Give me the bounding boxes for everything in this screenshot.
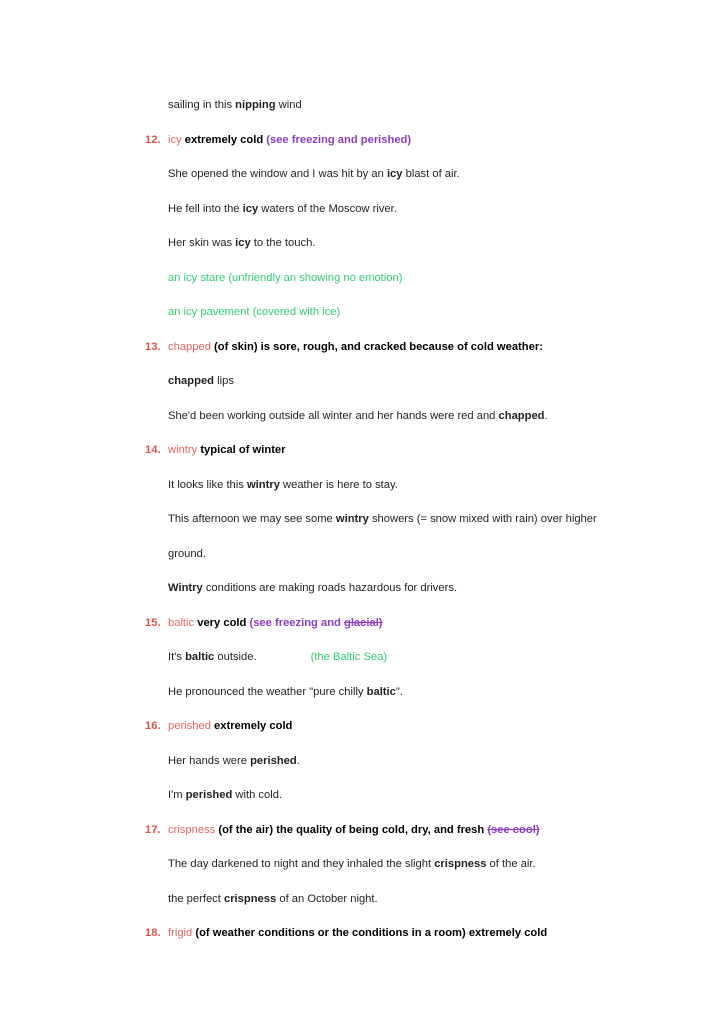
- entry-definition: very cold: [197, 616, 247, 629]
- example-text: He fell into the: [168, 202, 243, 215]
- continuation-line: [168, 88, 614, 123]
- example-text: showers (= snow mixed with rain) over higher ground.: [168, 513, 597, 560]
- example-keyword: icy: [386, 168, 403, 180]
- entry-cross-reference-struck[interactable]: (see cool): [487, 823, 540, 836]
- continuation-text-before: sailing in this: [168, 99, 236, 111]
- example-text: of an October night.: [276, 892, 378, 905]
- entry-cross-reference-struck[interactable]: glacial): [343, 616, 383, 629]
- example-sentence: [168, 157, 614, 192]
- glossary-entry-list: [145, 123, 614, 951]
- entry-headword: baltic: [168, 616, 195, 629]
- example-sentence: [168, 744, 614, 779]
- example-sentence: [168, 364, 614, 399]
- entry-headword: chapped: [168, 340, 211, 353]
- continuation-headword: nipping: [235, 99, 276, 111]
- entry-number: 13.: [145, 340, 161, 353]
- glossary-entry: [145, 123, 614, 330]
- example-keyword: icy: [242, 202, 259, 215]
- example-text: It looks like this: [168, 478, 247, 491]
- example-text: The day darkened to night and they inhaled the slight: [168, 858, 435, 870]
- example-text: I'm: [168, 789, 186, 801]
- example-text: of the air.: [486, 858, 536, 870]
- example-sentence: [168, 399, 614, 434]
- entry-number: 17.: [145, 823, 161, 836]
- example-text: blast of air.: [402, 168, 460, 180]
- entry-definition: (of weather conditions or the conditions in a room) extremely cold: [195, 927, 548, 939]
- entry-head: [145, 709, 614, 744]
- glossary-entry: [145, 433, 614, 606]
- entry-headword: icy: [168, 133, 182, 146]
- entry-head: [145, 606, 614, 641]
- example-keyword: baltic: [366, 685, 396, 698]
- example-text: He pronounced the weather "pure chilly: [168, 685, 367, 698]
- example-keyword: perished: [185, 789, 233, 801]
- entry-head: [145, 916, 614, 951]
- entry-headword: frigid: [168, 927, 193, 939]
- example-text: the perfect: [168, 892, 224, 905]
- example-keyword: wintry: [246, 478, 280, 491]
- example-sentence: [168, 640, 614, 675]
- example-text: It's: [168, 651, 186, 663]
- example-sentence: [168, 882, 614, 917]
- entry-definition: extremely cold: [214, 720, 293, 732]
- entry-definition: typical of winter: [200, 444, 286, 456]
- example-text: Her skin was: [168, 237, 236, 249]
- example-keyword: Wintry: [168, 582, 203, 594]
- example-sentence: [168, 192, 614, 227]
- example-text: .: [544, 409, 548, 422]
- example-text: ".: [395, 685, 403, 698]
- example-sentence: [168, 502, 614, 571]
- collocation-line: [168, 295, 614, 330]
- entry-definition: (of the air) the quality of being cold, dry, and fresh: [218, 823, 488, 836]
- example-text: .: [296, 754, 300, 767]
- example-text: with cold.: [232, 789, 283, 801]
- example-text: This afternoon we may see some: [168, 513, 336, 525]
- example-text: She'd been working outside all winter and her hands were red and: [168, 409, 499, 422]
- example-text: an icy pavement (covered with ice): [168, 306, 341, 318]
- entry-headword: perished: [168, 720, 211, 732]
- entry-definition: (of skin) is sore, rough, and cracked because of cold weather:: [214, 340, 543, 353]
- entry-number: 16.: [145, 720, 161, 732]
- example-text: to the touch.: [250, 237, 316, 249]
- example-text: Her hands were: [168, 754, 251, 767]
- example-keyword: baltic: [185, 651, 215, 663]
- example-keyword: perished: [250, 754, 297, 767]
- example-keyword: chapped: [168, 375, 215, 387]
- entry-head: [145, 330, 614, 365]
- entry-head: [145, 433, 614, 468]
- entry-cross-reference[interactable]: (see freezing and perished): [266, 133, 412, 146]
- entry-head: [145, 123, 614, 158]
- example-sentence: [168, 778, 614, 813]
- example-sentence: [168, 226, 614, 261]
- example-keyword: wintry: [335, 513, 369, 525]
- example-keyword: icy: [235, 237, 251, 249]
- example-text: lips: [214, 375, 234, 387]
- example-text: waters of the Moscow river.: [258, 202, 397, 215]
- example-keyword: crispness: [223, 892, 277, 905]
- example-sentence: [168, 468, 614, 503]
- entry-number: 12.: [145, 133, 161, 146]
- example-keyword: crispness: [434, 858, 487, 870]
- entry-headword: wintry: [168, 444, 198, 456]
- glossary-entry: [145, 606, 614, 710]
- inline-note: (the Baltic Sea): [310, 651, 388, 663]
- example-text: outside.: [214, 651, 257, 663]
- example-text: conditions are making roads hazardous for drivers.: [202, 582, 458, 594]
- entry-head: [145, 813, 614, 848]
- entry-number: 14.: [145, 444, 161, 456]
- collocation-line: [168, 261, 614, 296]
- example-text: weather is here to stay.: [279, 478, 398, 491]
- example-keyword: chapped: [498, 409, 545, 422]
- continuation-text-after: wind: [275, 99, 302, 111]
- entry-headword: crispness: [168, 823, 216, 836]
- entry-number: 15.: [145, 616, 161, 629]
- example-text: an icy stare (unfriendly an showing no emotion): [168, 271, 403, 284]
- example-sentence: [168, 847, 614, 882]
- glossary-entry: [145, 330, 614, 434]
- glossary-entry: [145, 813, 614, 917]
- example-sentence: [168, 571, 614, 606]
- entry-number: 18.: [145, 927, 161, 939]
- example-text: She opened the window and I was hit by an: [168, 168, 387, 180]
- glossary-entry: [145, 916, 614, 951]
- glossary-entry: [145, 709, 614, 813]
- entry-cross-reference[interactable]: (see freezing and: [249, 616, 344, 629]
- entry-definition: extremely cold: [184, 133, 264, 146]
- example-sentence: [168, 675, 614, 710]
